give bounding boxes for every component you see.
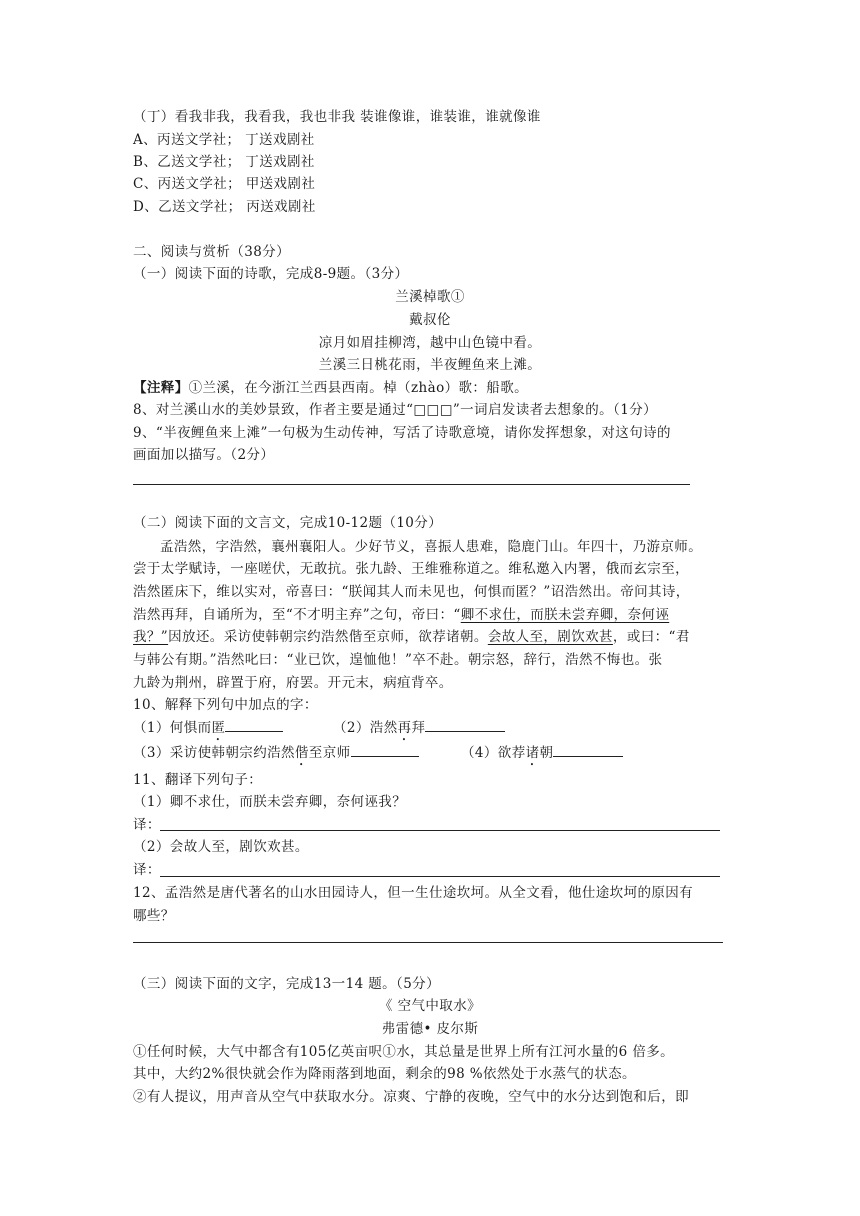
q10-2-blank[interactable] bbox=[425, 719, 505, 732]
ding-option-line: （丁）看我非我，我看我，我也非我 装谁像谁，谁装谁，谁就像谁 bbox=[133, 109, 541, 125]
q10-4-dotted-char: 诸 bbox=[525, 745, 540, 761]
translation-label-1: 译： bbox=[133, 817, 161, 833]
part1-intro: （一）阅读下面的诗歌，完成8-9题。（3分） bbox=[133, 266, 409, 282]
question-12-line-1: 12、孟浩然是唐代著名的山水田园诗人，但一生仕途坎坷。从全文看，他仕途坎坷的原因有 bbox=[133, 885, 694, 901]
q10-1-dotted-char: 匿 bbox=[211, 720, 226, 736]
answer-line-q12[interactable] bbox=[133, 942, 723, 943]
q10-3-tail: 至京师 bbox=[308, 745, 351, 761]
passage-line-6: 与韩公有期。”浩然叱曰：“业已饮，遑恤他！”卒不赴。朝宗怒，辞行，浩然不悔也。张 bbox=[133, 652, 663, 668]
passage-line-7: 九龄为荆州，辟置于府，府罢。开元末，病疽背卒。 bbox=[133, 675, 453, 691]
translation-line-1[interactable] bbox=[160, 830, 720, 831]
answer-option-a: A、丙送文学社； 丁送戏剧社 bbox=[133, 132, 315, 148]
passage-line-1: 孟浩然，字浩然，襄州襄阳人。少好节义，喜振人患难，隐鹿门山。年四十，乃游京师。 bbox=[160, 539, 703, 555]
answer-option-c: C、丙送文学社； 甲送戏剧社 bbox=[133, 176, 316, 192]
question-9-line-2: 画面加以描写。（2分） bbox=[133, 447, 275, 463]
answer-line-q9[interactable] bbox=[133, 484, 690, 485]
question-10-1 bbox=[133, 719, 283, 744]
question-8: 8、对兰溪山水的美妙景致，作者主要是通过“□□□”一词启发读者去想象的。（1分） bbox=[133, 402, 657, 418]
article-author: 弗雷德• 皮尔斯 bbox=[381, 1021, 479, 1037]
question-10: 10、解释下列句中加点的字： bbox=[133, 697, 318, 713]
question-10-2 bbox=[333, 719, 505, 744]
question-10-4 bbox=[461, 744, 623, 769]
poem-title: 兰溪棹歌① bbox=[395, 289, 465, 305]
answer-option-b: B、乙送文学社； 丁送戏剧社 bbox=[133, 154, 315, 170]
q10-3-text: （3）采访使韩朝宗约浩然 bbox=[133, 745, 295, 761]
question-11-1: （1）卿不求仕，而朕未尝弃卿，奈何诬我？ bbox=[133, 794, 407, 810]
q10-2-tail: 拜 bbox=[411, 720, 426, 736]
q10-4-tail: 朝 bbox=[539, 745, 554, 761]
article-line-2: 其中，大约2%很快就会作为降雨落到地面，剩余的98 %依然处于水蒸气的状态。 bbox=[133, 1066, 636, 1082]
q10-2-text: （2）浩然 bbox=[333, 720, 398, 736]
part3-intro: （三）阅读下面的文字，完成13一14 题。（5分） bbox=[133, 976, 440, 992]
passage-line-4 bbox=[133, 606, 669, 624]
translation-line-2[interactable] bbox=[160, 876, 720, 877]
question-10-3 bbox=[133, 744, 419, 769]
note-label: 【注释】 bbox=[133, 380, 189, 396]
q10-4-blank[interactable] bbox=[553, 744, 623, 757]
q10-2-dotted-char: 再 bbox=[397, 720, 412, 736]
passage-line-5-tail: ，或曰：“君 bbox=[612, 629, 690, 645]
article-title: 《 空气中取水》 bbox=[379, 998, 481, 1014]
article-line-1: ①任何时候，大气中都含有105亿英亩呎①水，其总量是世界上所有江河水量的6 倍多。 bbox=[133, 1044, 675, 1060]
q10-3-blank[interactable] bbox=[351, 744, 419, 757]
question-12-line-2: 哪些？ bbox=[133, 908, 175, 924]
poem-line-1: 凉月如眉挂柳湾，越中山色镜中看。 bbox=[318, 335, 542, 351]
note-text: ①兰溪，在今浙江兰西县西南。棹（zhào）歌：船歌。 bbox=[188, 380, 528, 396]
underlined-sentence-1b: 我？” bbox=[133, 629, 169, 645]
poem-note bbox=[133, 379, 528, 397]
part2-intro: （二）阅读下面的文言文，完成10-12题（10分） bbox=[133, 515, 443, 531]
question-11: 11、翻译下列句子： bbox=[133, 772, 263, 788]
translation-label-2: 译： bbox=[133, 862, 161, 878]
passage-line-3: 浩然匿床下，维以实对，帝喜曰：“朕闻其人而未见也，何惧而匿？”诏浩然出。帝问其诗， bbox=[133, 584, 690, 600]
question-9-line-1: 9、“半夜鲤鱼来上滩”一句极为生动传神，写活了诗歌意境，请你发挥想象，对这句诗的 bbox=[133, 425, 671, 441]
q10-1-text: （1）何惧而 bbox=[133, 720, 212, 736]
passage-line-5 bbox=[133, 628, 690, 646]
q10-4-text: （4）欲荐 bbox=[461, 745, 526, 761]
article-line-3: ②有人提议，用声音从空气中获取水分。凉爽、宁静的夜晚，空气中的水分达到饱和后，即 bbox=[133, 1089, 689, 1105]
q10-3-dotted-char: 偕 bbox=[294, 745, 309, 761]
poem-author: 戴叔伦 bbox=[409, 312, 451, 328]
passage-line-4-text: 浩然再拜，自诵所为，至“不才明主弃”之句，帝曰：“ bbox=[133, 607, 461, 623]
q10-1-blank[interactable] bbox=[225, 719, 283, 732]
passage-line-5-text: 因放还。采访使韩朝宗约浩然偕至京师，欲荐诸朝。 bbox=[168, 629, 488, 645]
underlined-sentence-2: 会故人至，剧饮欢甚 bbox=[487, 629, 613, 645]
underlined-sentence-1a: 卿不求仕，而朕未尝弃卿，奈何诬 bbox=[460, 607, 670, 623]
section-heading: 二、阅读与赏析（38分） bbox=[133, 244, 290, 260]
answer-option-d: D、乙送文学社； 丙送戏剧社 bbox=[133, 199, 316, 215]
passage-line-2: 尝于太学赋诗，一座嗟伏，无敢抗。张九龄、王维雅称道之。维私邀入内署，俄而玄宗至， bbox=[133, 561, 689, 577]
question-11-2: （2）会故人至，剧饮欢甚。 bbox=[133, 839, 309, 855]
poem-line-2: 兰溪三日桃花雨，半夜鲤鱼来上滩。 bbox=[318, 357, 542, 373]
